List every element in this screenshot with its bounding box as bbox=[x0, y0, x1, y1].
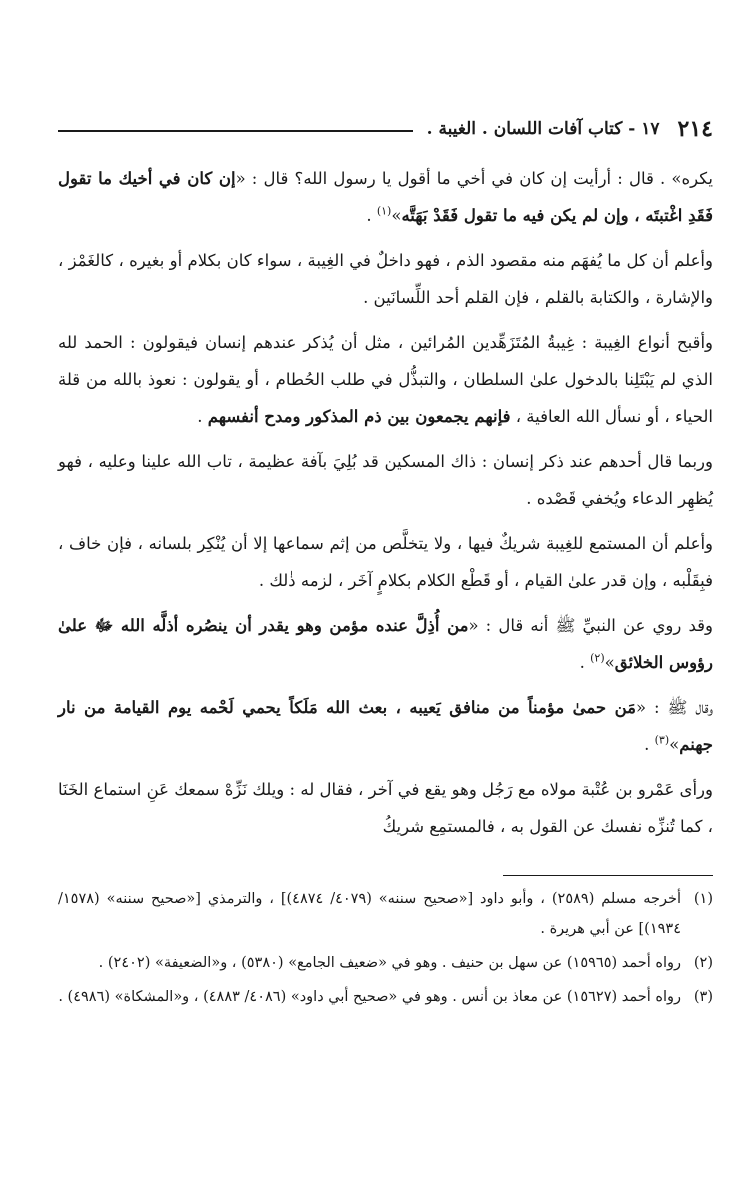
footnote-2 bbox=[58, 948, 713, 978]
paragraph-7-end: . bbox=[644, 735, 655, 754]
footnote-ref-3[interactable]: (٣) bbox=[654, 733, 670, 747]
footnotes bbox=[58, 884, 713, 1012]
quote-close-2: » bbox=[604, 653, 615, 672]
paragraph-3-text: وأقبح أنواع الغِيبة : غِيبةُ المُتَزَهِّدين المُرائين ، مثل أن يُذكر عندهم إنسان فيقولون : الحمد لله الذي لم يَبْتَلِنا بالدخول علىٰ السلطان ، والتبذُّل في طلب الحُطام ، أو يقولون : نعوذ بالله من قلة الحياء ، أو نسأل الله العافية ، bbox=[58, 333, 713, 426]
quote-close-1: » bbox=[391, 206, 402, 225]
footnote-text: أخرجه مسلم (٢٥٨٩) ، وأبو داود [«صحيح سننه» (٤٠٧٩/ ٤٨٧٤)] ، والترمذي [«صحيح سننه» (١٥٧٨/ ١٩٣٤)] عن أبي هريرة . bbox=[58, 891, 681, 937]
paragraph-1-end: . bbox=[366, 206, 377, 225]
paragraph-7-text: وقال ﷺ : « bbox=[635, 698, 714, 717]
page-number: ٢١٤ bbox=[677, 116, 713, 142]
footnote-3 bbox=[58, 982, 713, 1012]
paragraph-8: ورأى عَمْرو بن عُتْبة مولاه مع رَجُل وهو يقع في آخر ، فقال له : ويلك نَزِّهْ سمعك عَنِ استماع الخَنَا ، كما تُنزِّه نفسك عن القول به ، فالمستمِع شريكُ bbox=[58, 780, 713, 836]
footnote-ref-1[interactable]: (١) bbox=[376, 204, 392, 218]
hadith-quote-3: مَن حمىٰ مؤمناً من منافق يَعيبه ، بعث الله مَلَكاً يحمي لَحْمه يوم القيامة من نار جهنم bbox=[58, 698, 713, 754]
header-rule bbox=[58, 130, 413, 132]
paragraph-6-end: . bbox=[579, 653, 591, 672]
footnote-number: (٢) bbox=[693, 955, 713, 971]
main-text bbox=[58, 160, 713, 845]
paragraph-2: وأعلم أن كل ما يُفهَم منه مقصود الذم ، فهو داخلٌ في الغِيبة ، سواء كان بكلام أو بغيره ، كالغَمْز ، والإشارة ، والكتابة بالقلم ، فإن القلم أحد اللِّسانَين . bbox=[58, 251, 713, 307]
paragraph-4: وربما قال أحدهم عند ذكر إنسان : ذاك المسكين قد بُلِيَ بآفة عظيمة ، تاب الله علينا وعليه ، فهو يُظهِر الدعاء ويُخفي قَصْده . bbox=[58, 452, 713, 508]
paragraph-1-text: يكره» . قال : أرأيت إن كان في أخي ما أقول يا رسول الله؟ قال : « bbox=[235, 169, 713, 188]
footnote-text: رواه أحمد (١٥٦٢٧) عن معاذ بن أنس . وهو في «صحيح أبي داود» (٤٠٨٦/ ٤٨٨٣) ، و«المشكاة» (٤٩٨٦) . bbox=[58, 989, 681, 1005]
paragraph-3-end: . bbox=[197, 407, 208, 426]
paragraph-6-text: وقد روي عن النبيِّ ﷺ أنه قال : « bbox=[468, 616, 713, 635]
paragraph-6 bbox=[58, 607, 713, 681]
footnote-ref-2[interactable]: (٢) bbox=[590, 651, 605, 665]
hadith-quote-2: من أُذِلَّ عنده مؤمن وهو يقدر أن ينصُره أذلَّه الله ﷻ علىٰ رؤوس الخلائق bbox=[58, 616, 713, 672]
footnote-divider bbox=[503, 875, 713, 876]
book-page bbox=[58, 112, 713, 1016]
page-header bbox=[58, 112, 713, 146]
paragraph-5: وأعلم أن المستمع للغِيبة شريكٌ فيها ، ولا يتخلَّص من إثم سماعها إلا أن يُنْكِر بلسانه ، فإن خاف ، فبِقَلْبه ، وإن قدر علىٰ القيام ، أو قَطْع الكلام بكلامٍ آخَر ، لزمه ذٰلك . bbox=[58, 534, 713, 590]
paragraph-3 bbox=[58, 324, 713, 435]
emphasis-3: فإنهم يجمعون بين ذم المذكور ومدح أنفسهم bbox=[207, 407, 511, 426]
paragraph-1 bbox=[58, 160, 713, 234]
hadith-quote-1: إن كان في أخيك ما تقول فَقَدِ اغْتبتَه ، وإن لم يكن فيه ما تقول فَقَدْ بَهَتَّه bbox=[58, 169, 713, 225]
footnote-number: (٣) bbox=[693, 989, 713, 1005]
footnote-text: رواه أحمد (١٥٩٦٥) عن سهل بن حنيف . وهو في «ضعيف الجامع» (٥٣٨٠) ، و«الضعيفة» (٢٤٠٢) . bbox=[98, 955, 681, 971]
quote-close-3: » bbox=[669, 735, 680, 754]
footnote-number: (١) bbox=[693, 891, 713, 907]
running-title: ١٧ - كتاب آفات اللسان . الغيبة . bbox=[426, 119, 660, 139]
footnote-1 bbox=[58, 884, 713, 944]
paragraph-7 bbox=[58, 689, 713, 763]
